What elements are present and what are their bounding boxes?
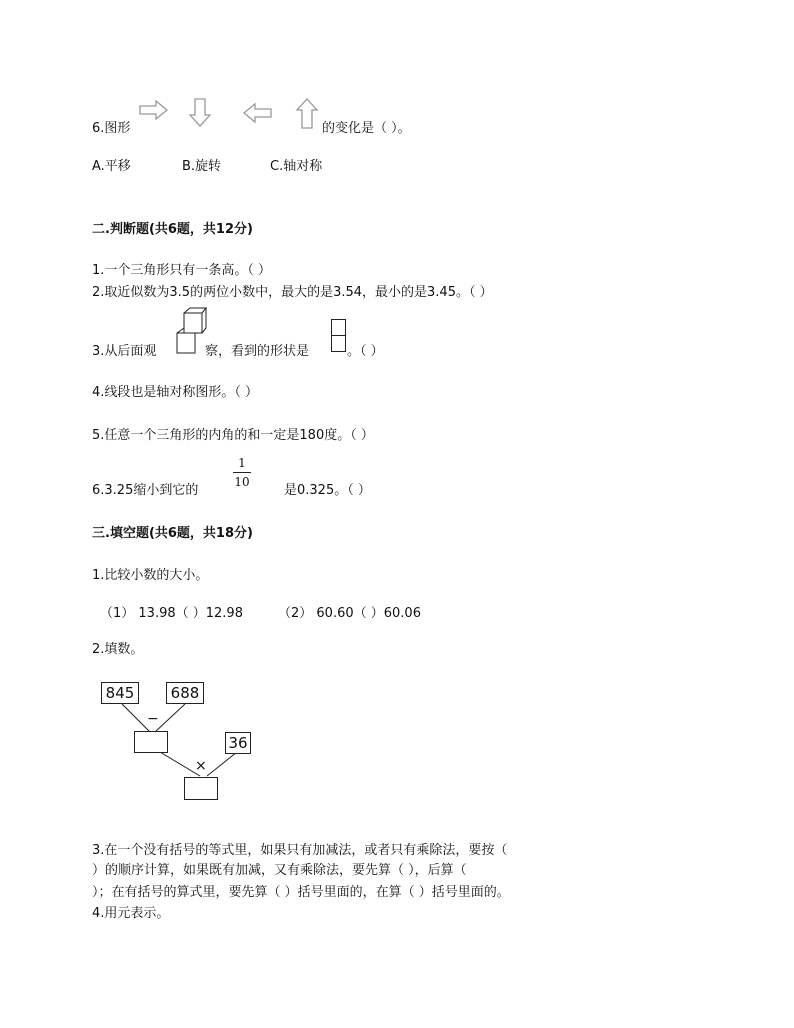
fill-q1: 1.比较小数的大小。 [92, 568, 209, 583]
q6-option-c: C.轴对称 [270, 159, 323, 174]
tf-q5: 5.任意一个三角形的内角的和一定是180度。（ ） [92, 428, 374, 443]
fraction-bar [233, 472, 251, 473]
q6-option-a: A.平移 [92, 159, 131, 174]
fill-q1-sub2: （2） 60.60（ ）60.06 [278, 606, 421, 621]
tf-q2: 2.取近似数为3.5的两位小数中，最大的是3.54，最小的是3.45。（ ） [92, 285, 493, 300]
number-box-36: 36 [225, 732, 251, 754]
q6-prefix: 6.图形 [92, 121, 131, 136]
q6-suffix: 的变化是（ ）。 [322, 121, 411, 136]
fill-q3-line3: ）；在有括号的算式里，要先算（ ）括号里面的，在算（ ）括号里面的。 [92, 885, 510, 900]
minus-sign: − [147, 711, 159, 727]
number-box-845: 845 [101, 682, 139, 704]
section3-title: 三.填空题(共6题，共18分) [92, 526, 253, 541]
number-box-688: 688 [166, 682, 204, 704]
q6-option-b: B.旋转 [182, 159, 222, 174]
times-sign: × [195, 758, 207, 774]
tf-q3-prefix: 3.从后面观 [92, 344, 157, 359]
tf-q3-middle: 察，看到的形状是 [205, 344, 310, 359]
answer-box-difference[interactable] [134, 731, 168, 753]
stacked-cubes-figure [175, 306, 207, 356]
fraction-numerator: 1 [238, 456, 246, 470]
fill-q4: 4.用元表示。 [92, 906, 170, 921]
arrow-up-icon [294, 97, 320, 131]
section2-title: 二.判断题(共6题，共12分) [92, 222, 253, 237]
fraction-denominator: 10 [234, 475, 250, 489]
tf-q6-suffix: 是0.325。（ ） [284, 483, 371, 498]
tf-q3-suffix: 。（ ） [347, 344, 384, 359]
tf-q6-prefix: 6.3.25缩小到它的 [92, 483, 199, 498]
arrow-right-icon [138, 98, 170, 122]
fill-q1-sub1: （1） 13.98（ ）12.98 [100, 606, 243, 621]
fill-q3-line1: 3.在一个没有括号的等式里，如果只有加减法，或者只有乘除法，要按（ [92, 843, 508, 858]
view-shape-figure [330, 318, 348, 354]
fill-q3-line2: ）的顺序计算，如果既有加减，又有乘除法，要先算（ ），后算（ [92, 863, 467, 878]
answer-box-product[interactable] [184, 777, 218, 800]
tf-q1: 1.一个三角形只有一条高。（ ） [92, 263, 272, 278]
tf-q4: 4.线段也是轴对称图形。（ ） [92, 385, 259, 400]
arrow-down-icon [187, 97, 213, 129]
fraction-one-tenth [230, 456, 254, 489]
arrow-left-icon [241, 101, 273, 125]
fill-q2: 2.填数。 [92, 642, 144, 657]
